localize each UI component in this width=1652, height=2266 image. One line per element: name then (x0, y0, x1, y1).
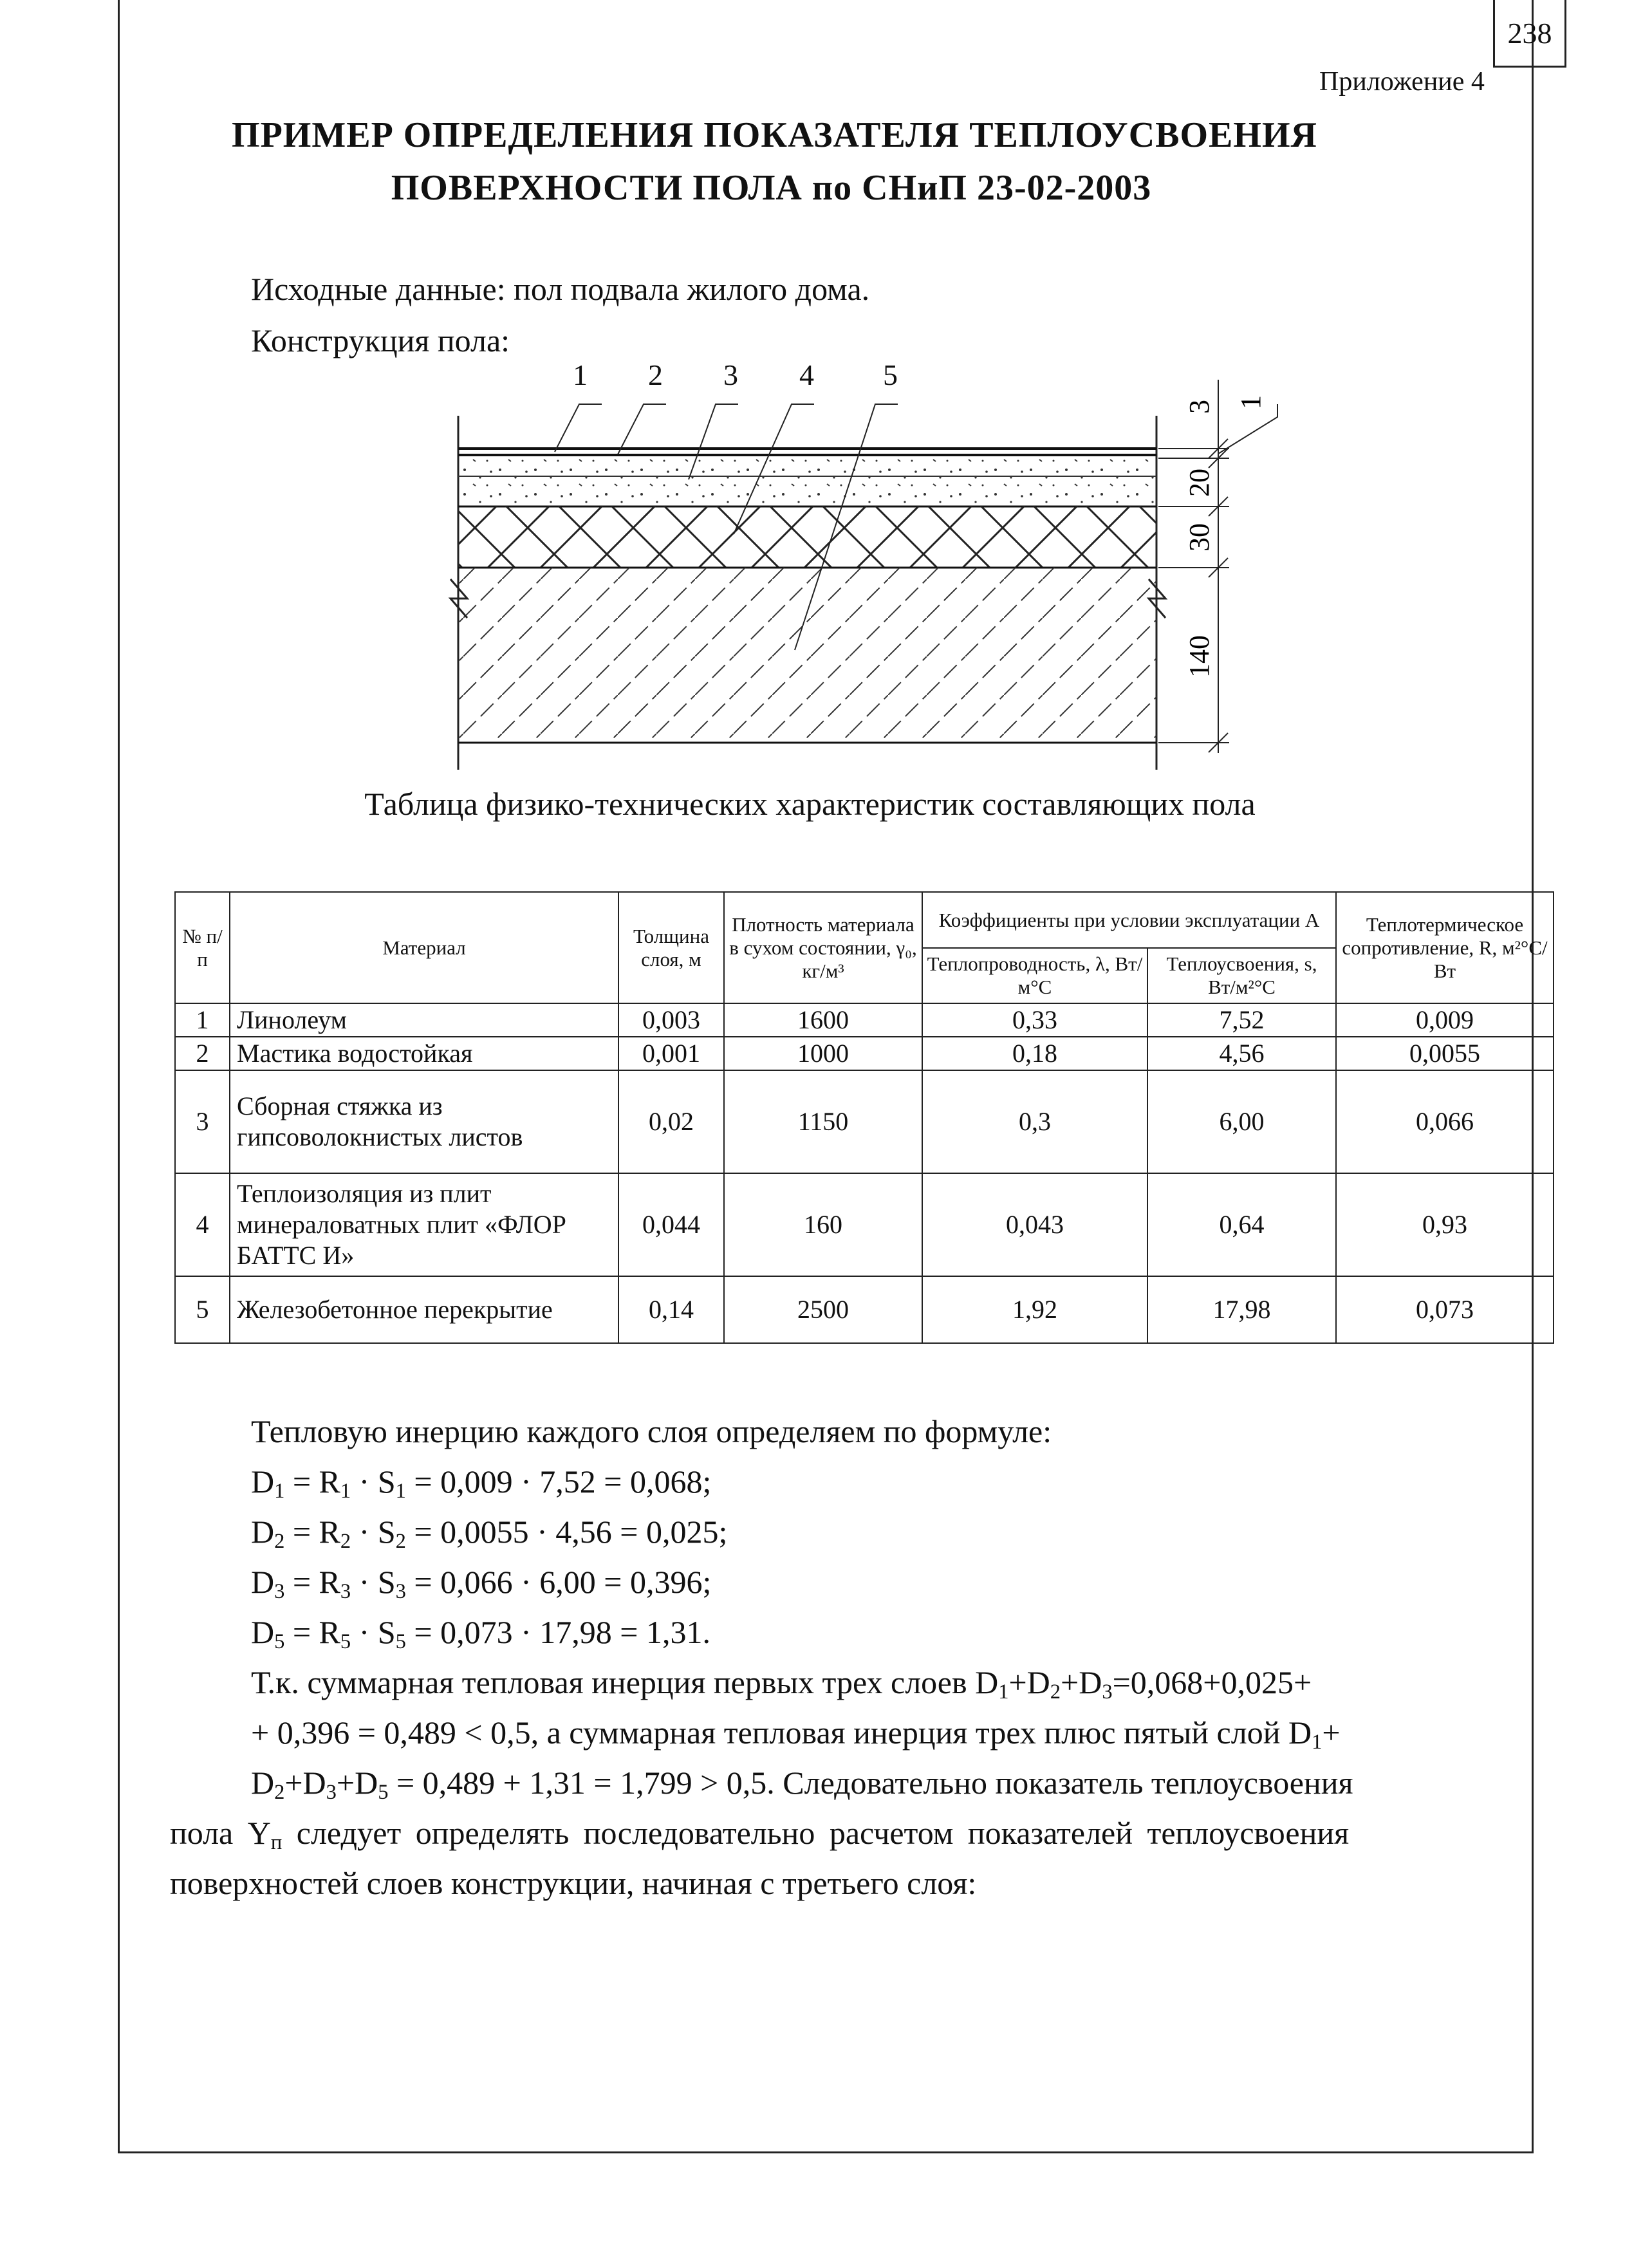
cell-num: 1 (175, 1003, 230, 1037)
table-row (175, 1070, 1554, 1173)
formula-d1-value: = 0,009 · 7,52 = 0,068; (414, 1463, 712, 1500)
page-frame-bottom (118, 2151, 1534, 2153)
header-density: Плотность материала в сухом состоянии, γ₀, кг/м³ (724, 892, 922, 1003)
formula-d2: $D_2 = R_2 \cdot S_2 = 0,0055 \cdot 4,56 = 0,025$; (251, 1514, 728, 1554)
formula-intro: Тепловую инерцию каждого слоя определяем по формуле: (251, 1413, 1052, 1449)
cell-thickness: 0,001 (618, 1037, 724, 1070)
cell-density: 1600 (724, 1003, 922, 1037)
cell-density: 160 (724, 1173, 922, 1276)
cell-density: 2500 (724, 1276, 922, 1343)
properties-table (174, 891, 1554, 1344)
conclusion-line-4: пола $Y_п$ следует определять последовательно расчетом показателей теплоусвоения (170, 1815, 1350, 1855)
cell-material: Железобетонное перекрытие (230, 1276, 618, 1343)
formula-d2-value: = 0,0055 · 4,56 = 0,025; (414, 1514, 728, 1550)
formula-d5-value: = 0,073 · 17,98 = 1,31. (414, 1614, 710, 1650)
cell-lambda: 1,92 (922, 1276, 1147, 1343)
conclusion-line-1: Т.к. суммарная тепловая инерция первых трех слоев $D_1+D_2+D_3=0,068+0,025+$ (251, 1664, 1312, 1704)
header-material: Материал (230, 892, 618, 1003)
cell-num: 5 (175, 1276, 230, 1343)
cell-num: 3 (175, 1070, 230, 1173)
cell-num: 2 (175, 1037, 230, 1070)
cell-density: 1150 (724, 1070, 922, 1173)
layer-number-5: 5 (883, 358, 898, 391)
floor-section-svg (0, 0, 1652, 772)
cell-num: 4 (175, 1173, 230, 1276)
dim-label-3: 3 (1183, 400, 1215, 414)
cell-lambda: 0,043 (922, 1173, 1147, 1276)
layer-number-4: 4 (799, 358, 814, 391)
cell-s: 7,52 (1147, 1003, 1336, 1037)
title-line-2: ПОВЕРХНОСТИ ПОЛА по СНиП 23-02-2003 (391, 168, 1152, 208)
layer-number-2: 2 (648, 358, 663, 391)
cell-s: 17,98 (1147, 1276, 1336, 1343)
page-number: 238 (1493, 0, 1566, 68)
title-line-1: ПРИМЕР ОПРЕДЕЛЕНИЯ ПОКАЗАТЕЛЯ ТЕПЛОУСВОЕНИЯ (232, 115, 1317, 155)
table-row (175, 1003, 1554, 1037)
cell-s: 6,00 (1147, 1070, 1336, 1173)
appendix-label: Приложение 4 (1319, 67, 1485, 97)
cell-r: 0,073 (1336, 1276, 1554, 1343)
table-row (175, 1173, 1554, 1276)
cell-thickness: 0,044 (618, 1173, 724, 1276)
cell-s: 4,56 (1147, 1037, 1336, 1070)
header-num: № п/п (175, 892, 230, 1003)
source-data-text: Исходные данные: пол подвала жилого дома. (251, 271, 870, 307)
cell-material: Теплоизоляция из плит минераловатных плит «ФЛОР БАТТС И» (230, 1173, 618, 1276)
dim-label-140: 140 (1183, 635, 1215, 678)
cell-s: 0,64 (1147, 1173, 1336, 1276)
formula-d1: $D_1 = R_1 \cdot S_1 = 0,009 \cdot 7,52 = 0,068$; (251, 1463, 712, 1503)
cell-r: 0,066 (1336, 1070, 1554, 1173)
conclusion-line-3: $D_2+D_3+D_5 = 0,489 + 1,31 = 1,799 > 0,5$. Следовательно показатель теплоусвоения (251, 1765, 1353, 1805)
dim-label-30: 30 (1183, 523, 1215, 552)
conclusion-line-2: + 0,396 = 0,489 < 0,5, а суммарная тепловая инерция трех плюс пятый слой $D_1+$ (251, 1714, 1341, 1754)
cell-r: 0,0055 (1336, 1037, 1554, 1070)
conclusion-line-5: поверхностей слоев конструкции, начиная с третьего слоя: (170, 1865, 977, 1901)
cell-lambda: 0,33 (922, 1003, 1147, 1037)
cell-thickness: 0,02 (618, 1070, 724, 1173)
dim-label-1: 1 (1235, 395, 1267, 409)
formula-d3: $D_3 = R_3 \cdot S_3 = 0,066 \cdot 6,00 = 0,396$; (251, 1564, 712, 1604)
header-thickness: Толщина слоя, м (618, 892, 724, 1003)
formula-d5: $D_5 = R_5 \cdot S_5 = 0,073 \cdot 17,98 = 1,31$. (251, 1614, 710, 1654)
cell-thickness: 0,14 (618, 1276, 724, 1343)
cell-density: 1000 (724, 1037, 922, 1070)
header-coefficients: Коэффициенты при условии эксплуатации А (922, 892, 1336, 948)
cell-lambda: 0,18 (922, 1037, 1147, 1070)
table-row (175, 1037, 1554, 1070)
cell-r: 0,93 (1336, 1173, 1554, 1276)
cell-r: 0,009 (1336, 1003, 1554, 1037)
cell-material: Сборная стяжка из гипсоволокнистых листов (230, 1070, 618, 1173)
table-row (175, 1276, 1554, 1343)
cell-material: Мастика водостойкая (230, 1037, 618, 1070)
header-conductivity: Теплопроводность, λ, Вт/м°С (922, 948, 1147, 1003)
header-absorption: Теплоусвоения, s, Вт/м²°С (1147, 948, 1336, 1003)
cell-material: Линолеум (230, 1003, 618, 1037)
cell-lambda: 0,3 (922, 1070, 1147, 1173)
dim-label-20: 20 (1183, 469, 1215, 497)
table-caption: Таблица физико-технических характеристик составляющих пола (364, 786, 1256, 822)
header-resistance: Теплотермическое сопротивление, R, м²°С/Вт (1336, 892, 1554, 1003)
cell-thickness: 0,003 (618, 1003, 724, 1037)
layer-number-3: 3 (723, 358, 738, 391)
layer-number-1: 1 (573, 358, 588, 391)
construction-label: Конструкция пола: (251, 322, 510, 358)
formula-d3-value: = 0,066 · 6,00 = 0,396; (414, 1564, 712, 1600)
